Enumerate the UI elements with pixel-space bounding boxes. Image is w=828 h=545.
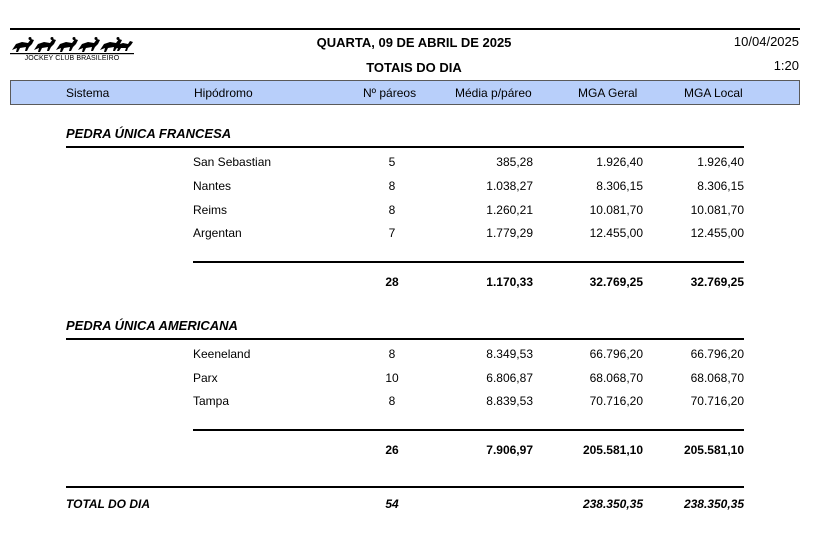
row-mga-local: 10.081,70 [690,203,744,217]
row-mga-geral: 68.068,70 [589,371,643,385]
total-pareos: 54 [385,497,399,511]
subtotal-mga-local: 205.581,10 [683,443,744,457]
row-mga-local: 1.926,40 [697,155,744,169]
row-mga-local: 68.068,70 [690,371,744,385]
row-mga-geral: 1.926,40 [596,155,643,169]
row-media: 1.779,29 [486,226,533,240]
section-rule [66,338,744,340]
subtotal-mga-geral: 32.769,25 [589,275,643,289]
subtotal-media: 7.906,97 [486,443,533,457]
row-mga-geral: 66.796,20 [589,347,643,361]
row-pareos: 5 [388,155,396,169]
row-pareos: 10 [385,371,399,385]
row-mga-geral: 70.716,20 [589,394,643,408]
row-pareos: 8 [388,179,396,193]
row-mga-local: 12.455,00 [690,226,744,240]
logo-text: JOCKEY CLUB BRASILEIRO [24,55,120,62]
subtotal-mga-geral: 205.581,10 [582,443,643,457]
row-mga-local: 70.716,20 [690,394,744,408]
row-mga-geral: 8.306,15 [596,179,643,193]
subtotal-rule [193,429,744,431]
row-hipodromo: San Sebastian [193,155,272,169]
row-media: 1.038,27 [486,179,533,193]
col-media: Média p/páreo [455,86,532,100]
row-mga-geral: 12.455,00 [589,226,643,240]
row-mga-local: 8.306,15 [697,179,744,193]
row-mga-local: 66.796,20 [690,347,744,361]
total-mga-geral: 238.350,35 [582,497,643,511]
subtotal-pareos: 28 [385,275,399,289]
subtotal-rule [193,261,744,263]
total-label: TOTAL DO DIA [66,497,150,511]
total-rule [66,486,744,488]
subtotal-media: 1.170,33 [486,275,533,289]
row-media: 8.839,53 [486,394,533,408]
col-mga-geral: MGA Geral [578,86,638,100]
row-hipodromo: Nantes [193,179,232,193]
row-pareos: 8 [388,203,396,217]
row-pareos: 8 [388,347,396,361]
report-title: QUARTA, 09 DE ABRIL DE 2025 [316,35,512,50]
row-mga-geral: 10.081,70 [589,203,643,217]
row-hipodromo: Tampa [193,394,230,408]
col-hipodromo: Hipódromo [194,86,253,100]
column-header-bar [10,80,800,105]
row-pareos: 7 [388,226,396,240]
col-sistema: Sistema [66,86,110,100]
section-title-francesa: PEDRA ÚNICA FRANCESA [66,126,232,141]
section-title-americana: PEDRA ÚNICA AMERICANA [66,318,238,333]
top-rule [10,28,800,30]
subtotal-mga-local: 32.769,25 [690,275,744,289]
row-hipodromo: Parx [193,371,218,385]
row-hipodromo: Reims [193,203,228,217]
row-media: 8.349,53 [486,347,533,361]
total-mga-local: 238.350,35 [683,497,744,511]
row-pareos: 8 [388,394,396,408]
row-hipodromo: Keeneland [193,347,251,361]
report-date: 10/04/2025 [733,34,799,49]
report-time: 1:20 [773,58,799,73]
section-rule [66,146,744,148]
row-media: 1.260,21 [486,203,533,217]
col-pareos: Nº páreos [363,86,417,100]
row-media: 385,28 [496,155,533,169]
row-media: 6.806,87 [486,371,533,385]
report-subtitle: TOTAIS DO DIA [366,60,462,75]
subtotal-pareos: 26 [385,443,399,457]
row-hipodromo: Argentan [193,226,242,240]
col-mga-local: MGA Local [684,86,743,100]
